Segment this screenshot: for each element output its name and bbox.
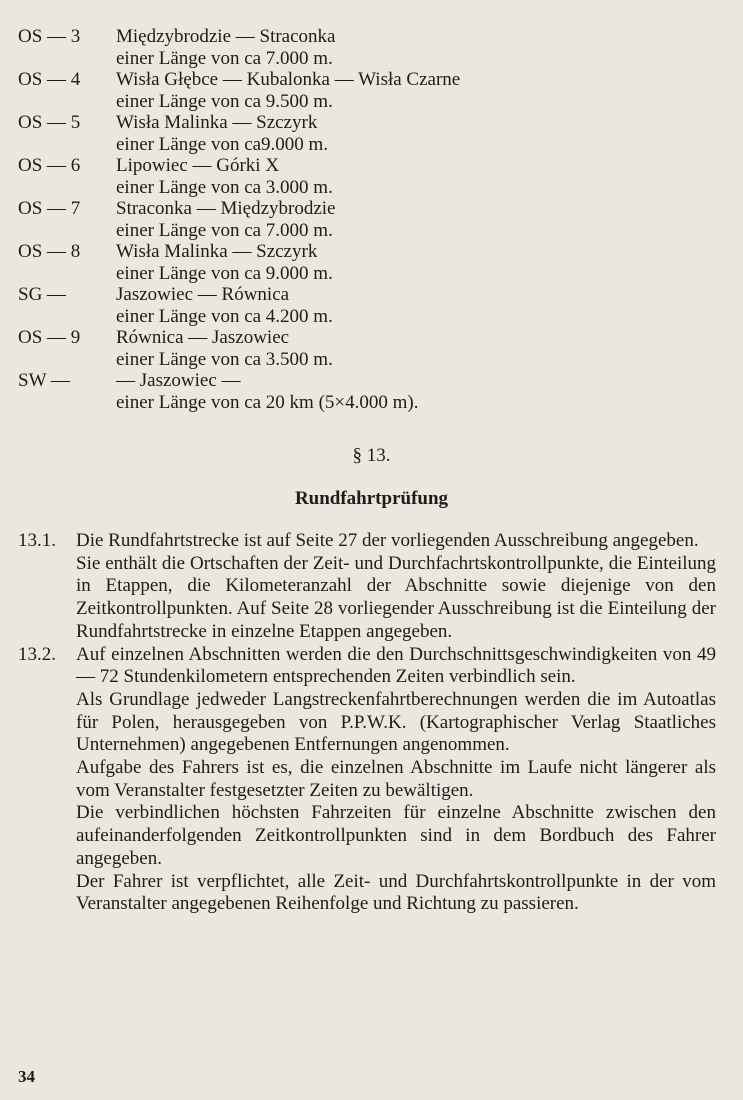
stage-code: OS — 4 <box>18 69 81 90</box>
paragraph-number: 13.2. <box>18 643 56 665</box>
stage-entry <box>18 284 718 327</box>
stage-length: einer Länge von ca 9.000 m. <box>116 262 333 284</box>
stage-length: einer Länge von ca 9.500 m. <box>116 90 333 112</box>
paragraph-number: 13.1. <box>18 530 56 551</box>
stage-length: einer Länge von ca 7.000 m. <box>116 219 333 241</box>
stage-entry <box>18 69 718 112</box>
stage-entry <box>18 327 718 370</box>
stage-entry <box>18 155 718 198</box>
paragraph-text: Auf einzelnen Abschnitten werden die den Durchschnittsgeschwindigkeiten von 49 — 72 Stundenkilometern entsprechenden Zeiten verbindlich sein. <box>76 643 716 688</box>
stage-entry <box>18 198 718 241</box>
paragraph-list <box>18 530 716 916</box>
stage-route: Międzybrodzie — Straconka <box>116 26 336 47</box>
paragraph-text: Aufgabe des Fahrers ist es, die einzelnen Abschnitte im Laufe nicht längerer als vom Veranstalter festgesetzter Zeiten zu bewältigen. <box>76 757 716 801</box>
paragraph-text: Sie enthält die Ortschaften der Zeit- und Durchfachrtskontrollpunkte, die Einteilung in Etappen, die Kilometeranzahl der Abschnitte sowie diejenige von den Zeitkontrollpunkten. Auf Seite 28 vorliegender Ausschreibung ist die Einteilung der Rundfahrtstrecke in einzelne Etappen angegeben. <box>76 552 716 642</box>
paragraph-text: Die Rundfahrtstrecke ist auf Seite 27 der vorliegenden Ausschreibung angegeben. <box>76 530 699 551</box>
paragraph-text: Als Grundlage jedweder Langstreckenfahrtberechnungen werden die im Autoatlas für Polen, herausgegeben von P.P.W.K. (Kartographischer Verlag Staatliches Unternehmen) angegebenen Entfernungen angenommen. <box>76 688 716 756</box>
stage-length: einer Länge von ca 20 km (5×4.000 m). <box>116 391 419 413</box>
paragraph <box>18 644 716 916</box>
stage-route: Lipowiec — Górki X <box>116 155 280 176</box>
stage-route: Wisła Malinka — Szczyrk <box>116 112 318 133</box>
section-number: § 13. <box>352 445 391 466</box>
stage-code: OS — 8 <box>18 241 81 262</box>
stage-length: einer Länge von ca 4.200 m. <box>116 305 333 327</box>
stage-code: SG — <box>18 284 67 305</box>
stage-length: einer Länge von ca 3.500 m. <box>116 348 333 370</box>
stage-code: OS — 7 <box>18 198 81 219</box>
stage-code: SW — <box>18 370 70 391</box>
paragraph <box>18 530 716 644</box>
section-title: Rundfahrtprüfung <box>294 488 449 509</box>
stage-code: OS — 9 <box>18 327 81 348</box>
stage-route: Straconka — Międzybrodzie <box>116 198 336 219</box>
stage-entry <box>18 370 718 413</box>
stage-route: Wisła Głębce — Kubalonka — Wisła Czarne <box>116 69 461 90</box>
stage-length: einer Länge von ca 3.000 m. <box>116 176 333 198</box>
stage-route: Wisła Malinka — Szczyrk <box>116 241 318 262</box>
stage-entry <box>18 241 718 284</box>
stage-list <box>18 26 718 413</box>
page-number: 34 <box>18 1067 35 1086</box>
stage-length: einer Länge von ca9.000 m. <box>116 133 329 155</box>
stage-code: OS — 6 <box>18 155 81 176</box>
stage-code: OS — 5 <box>18 112 81 133</box>
stage-route: Jaszowiec — Równica <box>116 284 290 305</box>
paragraph-text: Die verbindlichen höchsten Fahrzeiten für einzelne Abschnitte zwischen den aufeinanderfolgenden Zeitkontrollpunkten sind in dem Bordbuch des Fahrer angegeben. <box>76 802 716 869</box>
stage-entry <box>18 112 718 155</box>
stage-code: OS — 3 <box>18 26 81 47</box>
stage-length: einer Länge von ca 7.000 m. <box>116 47 333 69</box>
stage-route: — Jaszowiec — <box>116 370 241 391</box>
stage-entry <box>18 26 718 69</box>
stage-route: Równica — Jaszowiec <box>116 327 290 348</box>
paragraph-text: Der Fahrer ist verpflichtet, alle Zeit- und Durchfahrtskontrollpunkte in der vom Veranstalter angegebenen Reihenfolge und Richtung zu passieren. <box>76 870 716 915</box>
